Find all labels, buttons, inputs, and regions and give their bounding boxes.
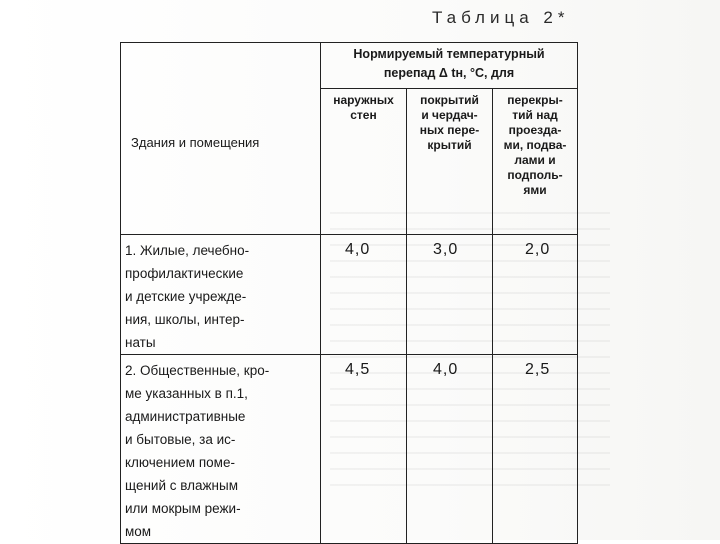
row-label-line: и детские учрежде- xyxy=(125,289,247,304)
row-label-line: 1. Жилые, лечебно- xyxy=(125,243,250,258)
header-line: стен xyxy=(350,108,377,122)
row-label-line: 2. Общественные, кро- xyxy=(125,363,270,378)
header-col-walls xyxy=(321,89,407,235)
header-line: ных пере- xyxy=(419,123,480,137)
header-group-line: перепад Δ tн, °С, для xyxy=(383,66,515,80)
header-line: ми, подва- xyxy=(503,138,567,152)
row-label-line: мом xyxy=(125,524,152,539)
row-label-line: или мокрым режи- xyxy=(125,501,241,516)
table-caption: Таблица 2* xyxy=(432,8,570,27)
header-group-line: Нормируемый температурный xyxy=(353,47,545,61)
row-label-line: наты xyxy=(125,335,156,350)
value-roofs: 3,0 xyxy=(407,235,493,355)
value-roofs: 4,0 xyxy=(407,355,493,544)
header-line: крытий xyxy=(427,138,472,152)
row-label-line: и бытовые, за ис- xyxy=(125,432,236,447)
header-line: и чердач- xyxy=(421,108,478,122)
header-line: лами и xyxy=(514,153,556,167)
header-line: покрытий xyxy=(420,93,479,107)
header-line: подполь- xyxy=(507,168,563,182)
header-line: тий над xyxy=(512,108,558,122)
row-label-line: профилактические xyxy=(125,266,244,281)
value-floors: 2,5 xyxy=(493,355,578,544)
value-floors: 2,0 xyxy=(493,235,578,355)
table-row xyxy=(121,355,578,544)
row-label xyxy=(121,355,321,544)
header-group xyxy=(321,43,578,89)
row-label xyxy=(121,235,321,355)
norm-temperature-table xyxy=(120,42,578,544)
header-line: наружных xyxy=(333,93,394,107)
header-col-floors xyxy=(493,89,578,235)
header-row-group xyxy=(121,43,578,89)
value-walls: 4,5 xyxy=(321,355,407,544)
row-label-line: ме указанных в п.1, xyxy=(125,386,248,401)
header-line: перекры- xyxy=(507,93,563,107)
row-label-line: административные xyxy=(125,409,246,424)
header-rooms-label: Здания и помещения xyxy=(131,135,260,150)
value-walls: 4,0 xyxy=(321,235,407,355)
row-label-line: ключением поме- xyxy=(125,455,235,470)
header-col-roofs xyxy=(407,89,493,235)
row-label-line: ния, школы, интер- xyxy=(125,312,245,327)
table-row xyxy=(121,235,578,355)
header-line: ями xyxy=(523,183,547,197)
row-label-line: щений с влажным xyxy=(125,478,238,493)
header-line: проезда- xyxy=(508,123,562,137)
header-rooms xyxy=(121,43,321,235)
